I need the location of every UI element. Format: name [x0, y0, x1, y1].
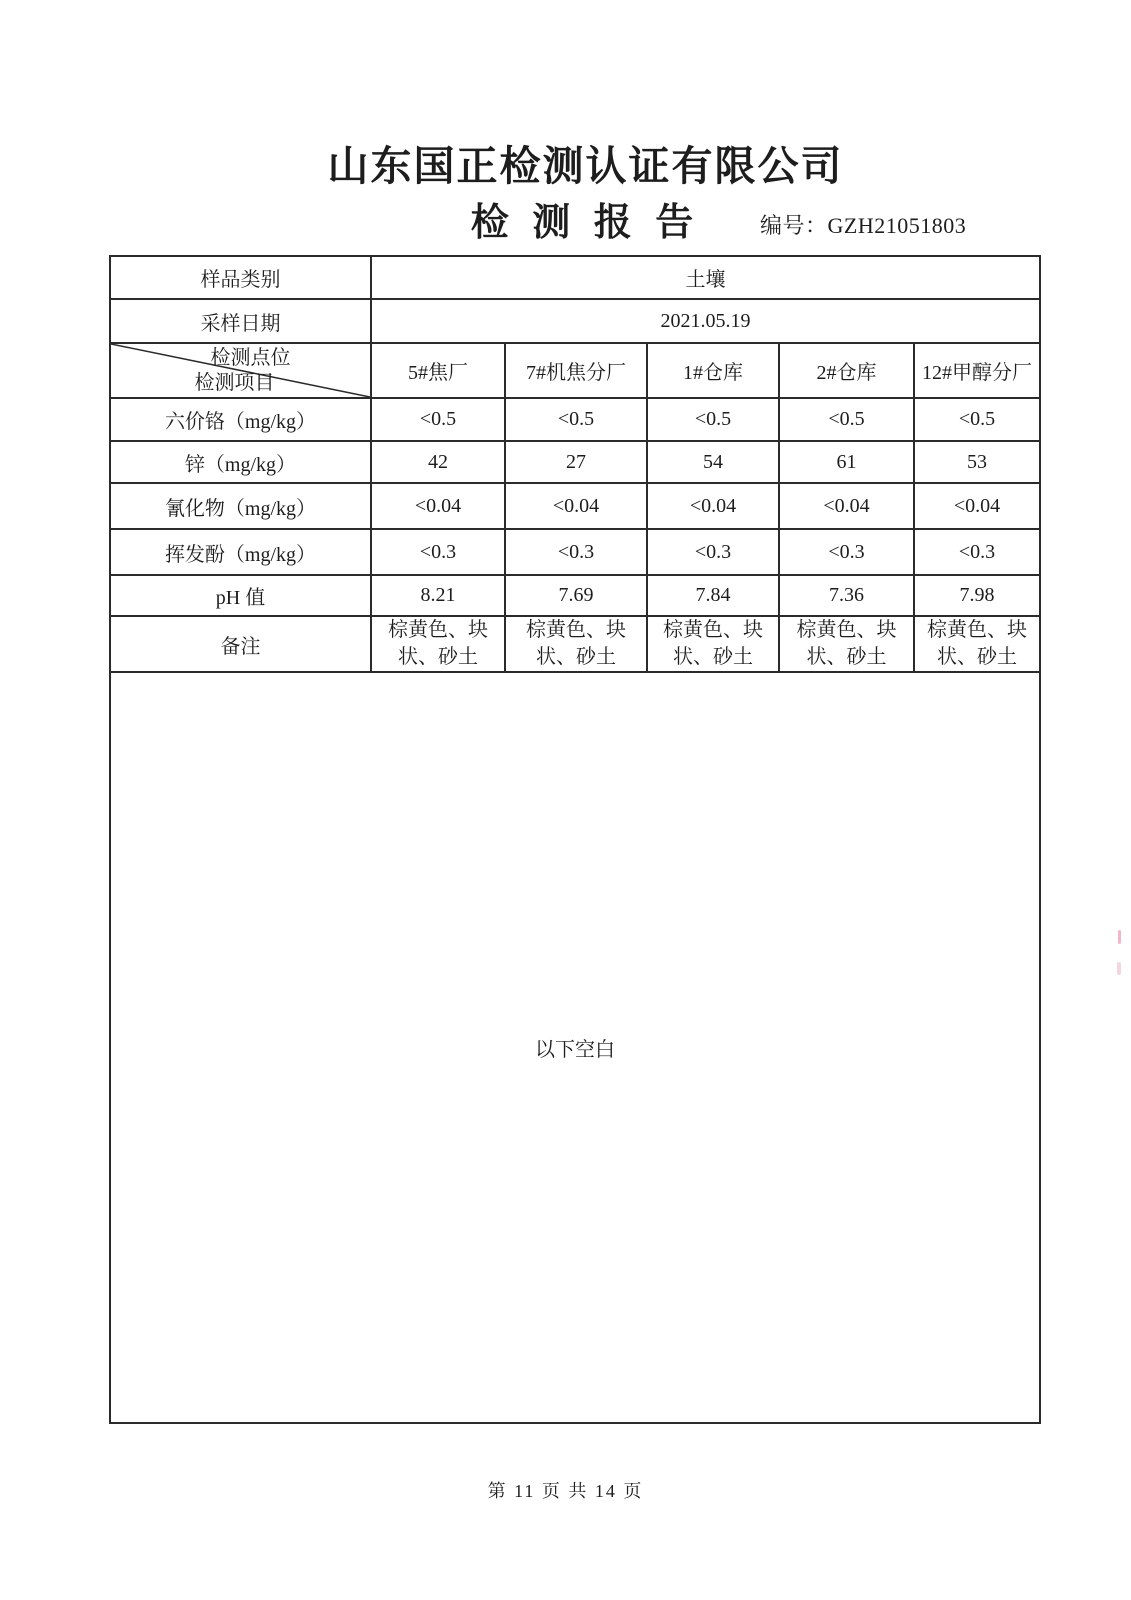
results-table — [109, 255, 1041, 1424]
table-cell: 54 — [647, 441, 779, 483]
scan-artifact — [1117, 962, 1121, 975]
site-header-1: 5#焦厂 — [371, 343, 505, 398]
table-cell: <0.5 — [505, 398, 647, 441]
row-cyanide — [110, 483, 1040, 529]
table-cell: 7.36 — [779, 575, 914, 616]
table-cell: 7.84 — [647, 575, 779, 616]
sample-type-label: 样品类别 — [110, 256, 371, 299]
table-cell: <0.5 — [371, 398, 505, 441]
report-number-value: GZH21051803 — [827, 213, 967, 238]
row-label: 氰化物（mg/kg） — [110, 483, 371, 529]
row-site-header — [110, 343, 1040, 398]
sample-type-value: 土壤 — [371, 256, 1040, 299]
table-cell: 8.21 — [371, 575, 505, 616]
row-sample-type — [110, 256, 1040, 299]
table-cell: <0.3 — [779, 529, 914, 575]
table-cell: <0.04 — [914, 483, 1040, 529]
table-cell: <0.3 — [505, 529, 647, 575]
diagonal-labels — [113, 344, 368, 397]
table-cell: <0.5 — [779, 398, 914, 441]
site-header-2: 7#机焦分厂 — [505, 343, 647, 398]
site-header-3: 1#仓库 — [647, 343, 779, 398]
corner-top-label: 检测点位 — [210, 346, 291, 369]
row-ph-value — [110, 575, 1040, 616]
row-remarks — [110, 616, 1040, 672]
row-label: 六价铬（mg/kg） — [110, 398, 371, 441]
row-blank-space — [110, 672, 1040, 1423]
page-number: 第 11 页 共 14 页 — [487, 1481, 644, 1501]
row-label: 挥发酚（mg/kg） — [110, 529, 371, 575]
table-cell: 7.69 — [505, 575, 647, 616]
corner-bottom-label: 检测项目 — [194, 371, 275, 394]
blank-space-note: 以下空白 — [110, 672, 1040, 1423]
scan-artifact — [1118, 930, 1121, 944]
site-header-4: 2#仓库 — [779, 343, 914, 398]
table-cell: 61 — [779, 441, 914, 483]
table-cell: 27 — [505, 441, 647, 483]
table-cell: <0.3 — [371, 529, 505, 575]
row-label: pH 值 — [110, 575, 371, 616]
table-cell: <0.04 — [647, 483, 779, 529]
report-number — [760, 209, 966, 240]
table-cell: <0.5 — [914, 398, 1040, 441]
sampling-date-value: 2021.05.19 — [371, 299, 1040, 343]
table-cell: <0.04 — [779, 483, 914, 529]
table-cell: <0.04 — [505, 483, 647, 529]
table-cell: <0.3 — [914, 529, 1040, 575]
sampling-date-label: 采样日期 — [110, 299, 371, 343]
row-hexavalent-chromium — [110, 398, 1040, 441]
table-cell: 棕黄色、块状、砂土 — [647, 616, 779, 672]
table-cell: 棕黄色、块状、砂土 — [371, 616, 505, 672]
table-cell: <0.5 — [647, 398, 779, 441]
table-cell: 棕黄色、块状、砂土 — [505, 616, 647, 672]
table-cell: <0.3 — [647, 529, 779, 575]
table-cell: 棕黄色、块状、砂土 — [914, 616, 1040, 672]
table-cell: <0.04 — [371, 483, 505, 529]
diagonal-corner-cell — [110, 343, 371, 398]
row-sampling-date — [110, 299, 1040, 343]
row-zinc — [110, 441, 1040, 483]
table-cell: 7.98 — [914, 575, 1040, 616]
row-label: 备注 — [110, 616, 371, 672]
report-title: 检 测 报 告 — [470, 202, 701, 244]
row-label: 锌（mg/kg） — [110, 441, 371, 483]
company-title: 山东国正检测认证有限公司 — [327, 143, 844, 189]
table-cell: 棕黄色、块状、砂土 — [779, 616, 914, 672]
report-number-label: 编号： — [760, 213, 828, 238]
table-cell: 53 — [914, 441, 1040, 483]
site-header-5: 12#甲醇分厂 — [914, 343, 1040, 398]
table-cell: 42 — [371, 441, 505, 483]
row-volatile-phenol — [110, 529, 1040, 575]
